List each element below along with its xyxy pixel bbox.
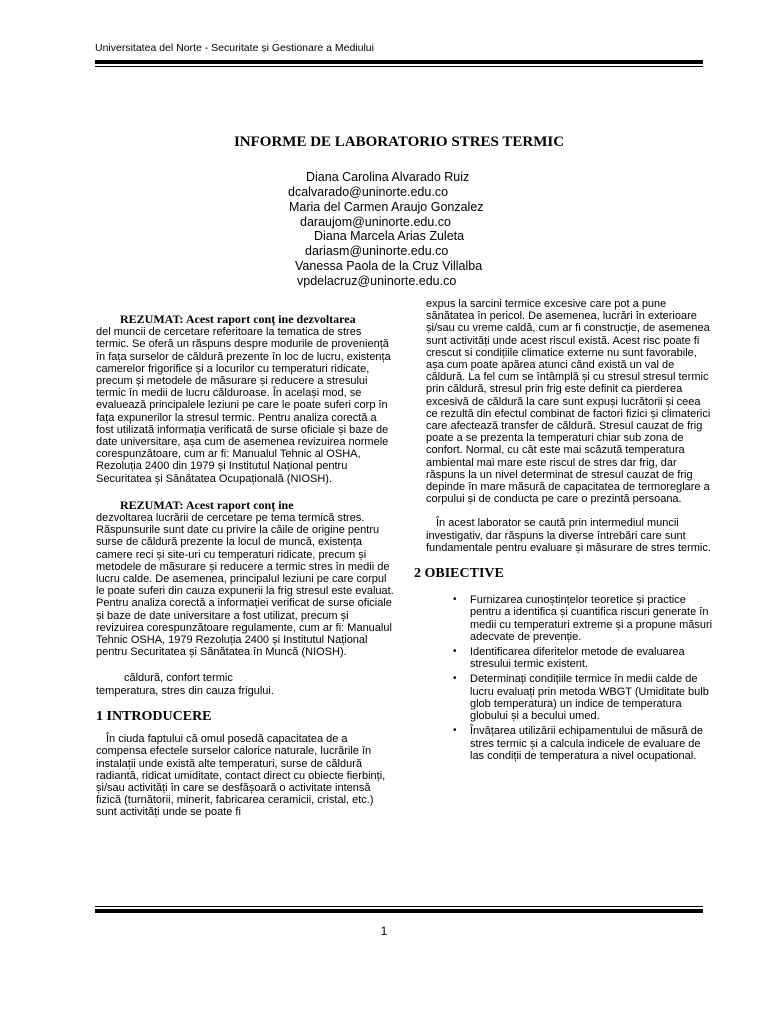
author-name: Maria del Carmen Araujo Gonzalez <box>289 200 484 214</box>
header-rule-thin <box>95 66 703 67</box>
intro-paragraph: În acest laborator se caută prin intermediul muncii investigativ, dar răspuns la diverse întrebări care sunt fundamentale pentru evaluare și măsurare de stres termic. <box>426 517 711 554</box>
intro-paragraph: expus la sarcini termice excesive care pot a pune sănătatea în pericol. De asemenea, lucrări în exterioare și/sau cu vreme caldă, cum ar fi construcție, de asemenea sunt activități unde acest riscul există. Acest risc poate fi crescut si condițiile climatice externe nu sunt favorabile, așa cum poate apărea atunci când există un val de căldură. La fel cum se întâmplă și cu stresul stresul termic prin căldură, stresul prin frig este definit ca pierderea excesivă de căldură la care sunt expuși lucrătorii și ceea ce rezultă din efectul combinat de factori fizici și climaterici care afectează transfer de căldură. Stresul cauzat de frig poate a se prezenta la temperaturi chiar sub zona de confort. Normal, cu cât este mai scăzută temperatura ambiental mai mare este riscul de stres dar frig, dar răspuns la un nivel determinat de stresul cauzat de frig depinde în mare măsură de capacitatea de termoreglare a corpului și de conducta pe care o prezintă persoana. <box>426 298 711 506</box>
left-column <box>96 313 394 819</box>
list-item: • Învățarea utilizării echipamentului de măsură de stres termic și a calcula indicele de evaluare de las condiții de temperatura a nivel ocupational. <box>426 725 714 762</box>
keywords-line: temperatura, stres din cauza frigului. <box>96 684 274 697</box>
right-column <box>414 298 714 765</box>
author-email: vpdelacruz@uninorte.edu.co <box>297 274 457 288</box>
footer-rule-thick <box>95 909 703 913</box>
abstract-body: dezvoltarea lucrării de cercetare pe tema termică stres. Răspunsurile sunt date cu privire la căile de origine pentru surse de căldură prezente la locul de muncă, existența camere reci și site-uri cu temperaturi ridicate, precum și metodele de măsurare și reducere a termic stres în medii de lucru calde. De asemenea, principalul leziuni pe care corpul le poate suferi din cauza expunerii la frig stresul este evaluat. Pentru analiza corectă a informației verificat de surse oficiale și baze de date universitare a fost utilizat, precum și revizuirea corespunzătoare regulamente, cum ar fi: Manualul Tehnic OSHA, 1979 Rezoluția 2400 și Institutul Național pentru Securitatea și Sănătatea în Muncă (NIOSH). <box>96 512 394 659</box>
author-email: daraujom@uninorte.edu.co <box>300 215 451 229</box>
footer-rule-thin <box>95 906 703 907</box>
document-title: INFORME DE LABORATORIO STRES TERMIC <box>233 134 565 150</box>
header-rule-thick <box>95 60 703 64</box>
objectives-list <box>426 594 714 762</box>
author-name: Diana Carolina Alvarado Ruiz <box>306 170 470 184</box>
intro-paragraph: În ciuda faptului că omul posedă capacitatea de a compensa efectele surselor calorice naturale, lucrările în instalații unde există alte temperaturi, surse de căldură radiantă, ridicat umiditate, contact direct cu obiecte fierbinți, și/sau activități în care se desfășoară o activitate intensă fizică (turnătorii, minerit, fabricarea ceramicii, cristal, etc.) sunt activități unde se poate fi <box>96 733 386 819</box>
author-email: dcalvarado@uninorte.edu.co <box>288 185 449 199</box>
abstract-heading: REZUMAT: Acest raport conț ine <box>120 497 294 512</box>
abstract-heading: REZUMAT: Acest raport conț ine dezvoltarea <box>120 312 356 326</box>
list-item: • Furnizarea cunoștințelor teoretice și practice pentru a identifica și cuantifica riscuri generate în medii cu temperaturi extreme și a propune măsuri adecvate de prevenție. <box>426 594 714 643</box>
author-name: Vanessa Paola de la Cruz Villalba <box>295 259 483 273</box>
author-name: Diana Marcela Arias Zuleta <box>314 229 465 243</box>
list-item: • Identificarea diferitelor metode de evaluarea stresului termic existent. <box>426 646 714 670</box>
section-heading: 1 INTRODUCERE <box>96 708 212 724</box>
author-email: dariasm@uninorte.edu.co <box>305 244 449 258</box>
running-header: Universitatea del Norte - Securitate și Gestionare a Mediului <box>95 42 374 54</box>
keywords-line: căldură, confort termic <box>124 672 233 685</box>
section-heading: 2 OBIECTIVE <box>414 566 504 582</box>
list-item: • Determinați condițiile termice în medii calde de lucru evaluați prin metoda WBGT (Umiditate bulb glob temperatura) un indice de temperatura globului și a becului umed. <box>426 673 714 722</box>
page-number: 1 <box>380 924 388 938</box>
abstract-body: del muncii de cercetare referitoare la tematica de stres termic. Se oferă un răspuns despre modurile de proveniență în fața surselor de căldură prezente în loc de lucru, existența camerelor frigorifice și a locurilor cu temperaturi ridicate, precum și metodele de măsurare și reducere a stresului termic în medii de lucru călduroase. În același mod, se evaluează principalele leziuni pe care le poate suferi corp în fața expunerilor la stresul termic. Pentru analiza corectă a fost utilizată informația verificată de surse oficiale și baze de date universitare, așa cum de asemenea revizuirea normele corespunzătoare, cum ar fi: Manualul Tehnic al OSHA, Rezoluția 2400 din 1979 și Institutul Național pentru Securitatea și Sănătatea Ocupațională (NIOSH). <box>96 326 391 485</box>
